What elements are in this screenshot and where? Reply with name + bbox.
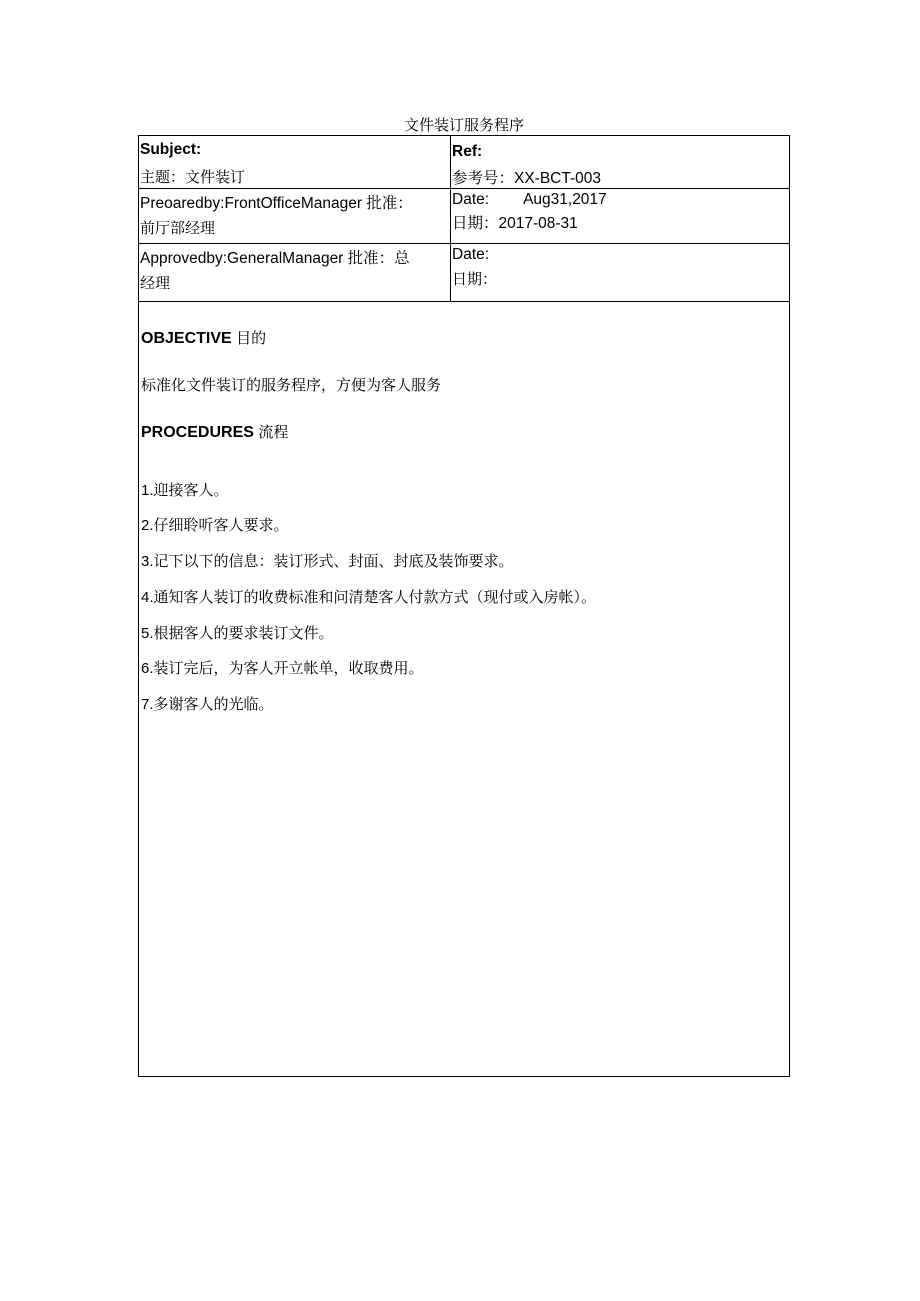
document-title: 文件装订服务程序 — [403, 116, 524, 134]
procedure-step — [141, 478, 229, 503]
approved-date-cn: 日期： — [452, 270, 498, 288]
step-number: 6. — [141, 660, 154, 677]
subject-value: 主题：文件装订 — [140, 168, 246, 186]
procedures-heading-en: PROCEDURES — [141, 424, 254, 441]
approved-by-title: 经理 — [140, 274, 171, 292]
step-number: 3. — [141, 553, 154, 570]
procedure-form — [138, 135, 790, 1077]
objective-heading-cn: 目的 — [236, 329, 267, 347]
ref-value: 参考号：XX-BCT-003 — [452, 170, 602, 187]
subject-label: Subject: — [140, 141, 202, 158]
prepared-date-value: Aug31,2017 — [523, 191, 607, 208]
step-text: 多谢客人的光临。 — [153, 695, 274, 713]
prepared-by: Preoaredby:FrontOfficeManager 批准： — [140, 195, 413, 212]
objective-heading — [141, 326, 266, 351]
step-number: 4. — [141, 589, 154, 606]
objective-heading-en: OBJECTIVE — [141, 330, 232, 347]
row-divider — [139, 301, 789, 302]
step-text: 迎接客人。 — [153, 481, 229, 499]
procedures-heading-cn: 流程 — [258, 423, 289, 441]
step-text: 装订完后，为客人开立帐单，收取费用。 — [153, 659, 424, 677]
step-text: 记下以下的信息：装订形式、封面、封底及装饰要求。 — [153, 552, 514, 570]
procedure-step — [141, 692, 274, 717]
procedure-step — [141, 621, 334, 646]
step-number: 2. — [141, 517, 154, 534]
step-text: 通知客人装订的收费标准和问清楚客人付款方式（现付或入房帐）。 — [153, 588, 597, 606]
procedure-step — [141, 656, 424, 681]
step-number: 1. — [141, 482, 154, 499]
procedure-step — [141, 585, 596, 610]
step-number: 7. — [141, 696, 154, 713]
prepared-date-cn: 日期：2017-08-31 — [452, 215, 578, 232]
ref-label: Ref: — [452, 143, 483, 160]
prepared-by-title: 前厅部经理 — [140, 219, 216, 237]
step-text: 仔细聆听客人要求。 — [153, 516, 289, 534]
prepared-date — [452, 187, 607, 212]
step-number: 5. — [141, 625, 154, 642]
approved-date-label: Date: — [452, 246, 490, 263]
procedure-step — [141, 549, 514, 574]
column-divider — [450, 136, 451, 301]
objective-text: 标准化文件装订的服务程序，方便为客人服务 — [141, 376, 442, 394]
prepared-date-label: Date: — [452, 191, 490, 208]
step-text: 根据客人的要求装订文件。 — [153, 624, 334, 642]
procedures-heading — [141, 420, 288, 445]
approved-by: Approvedby:GeneralManager 批准：总 — [140, 250, 410, 267]
procedure-step — [141, 513, 289, 538]
